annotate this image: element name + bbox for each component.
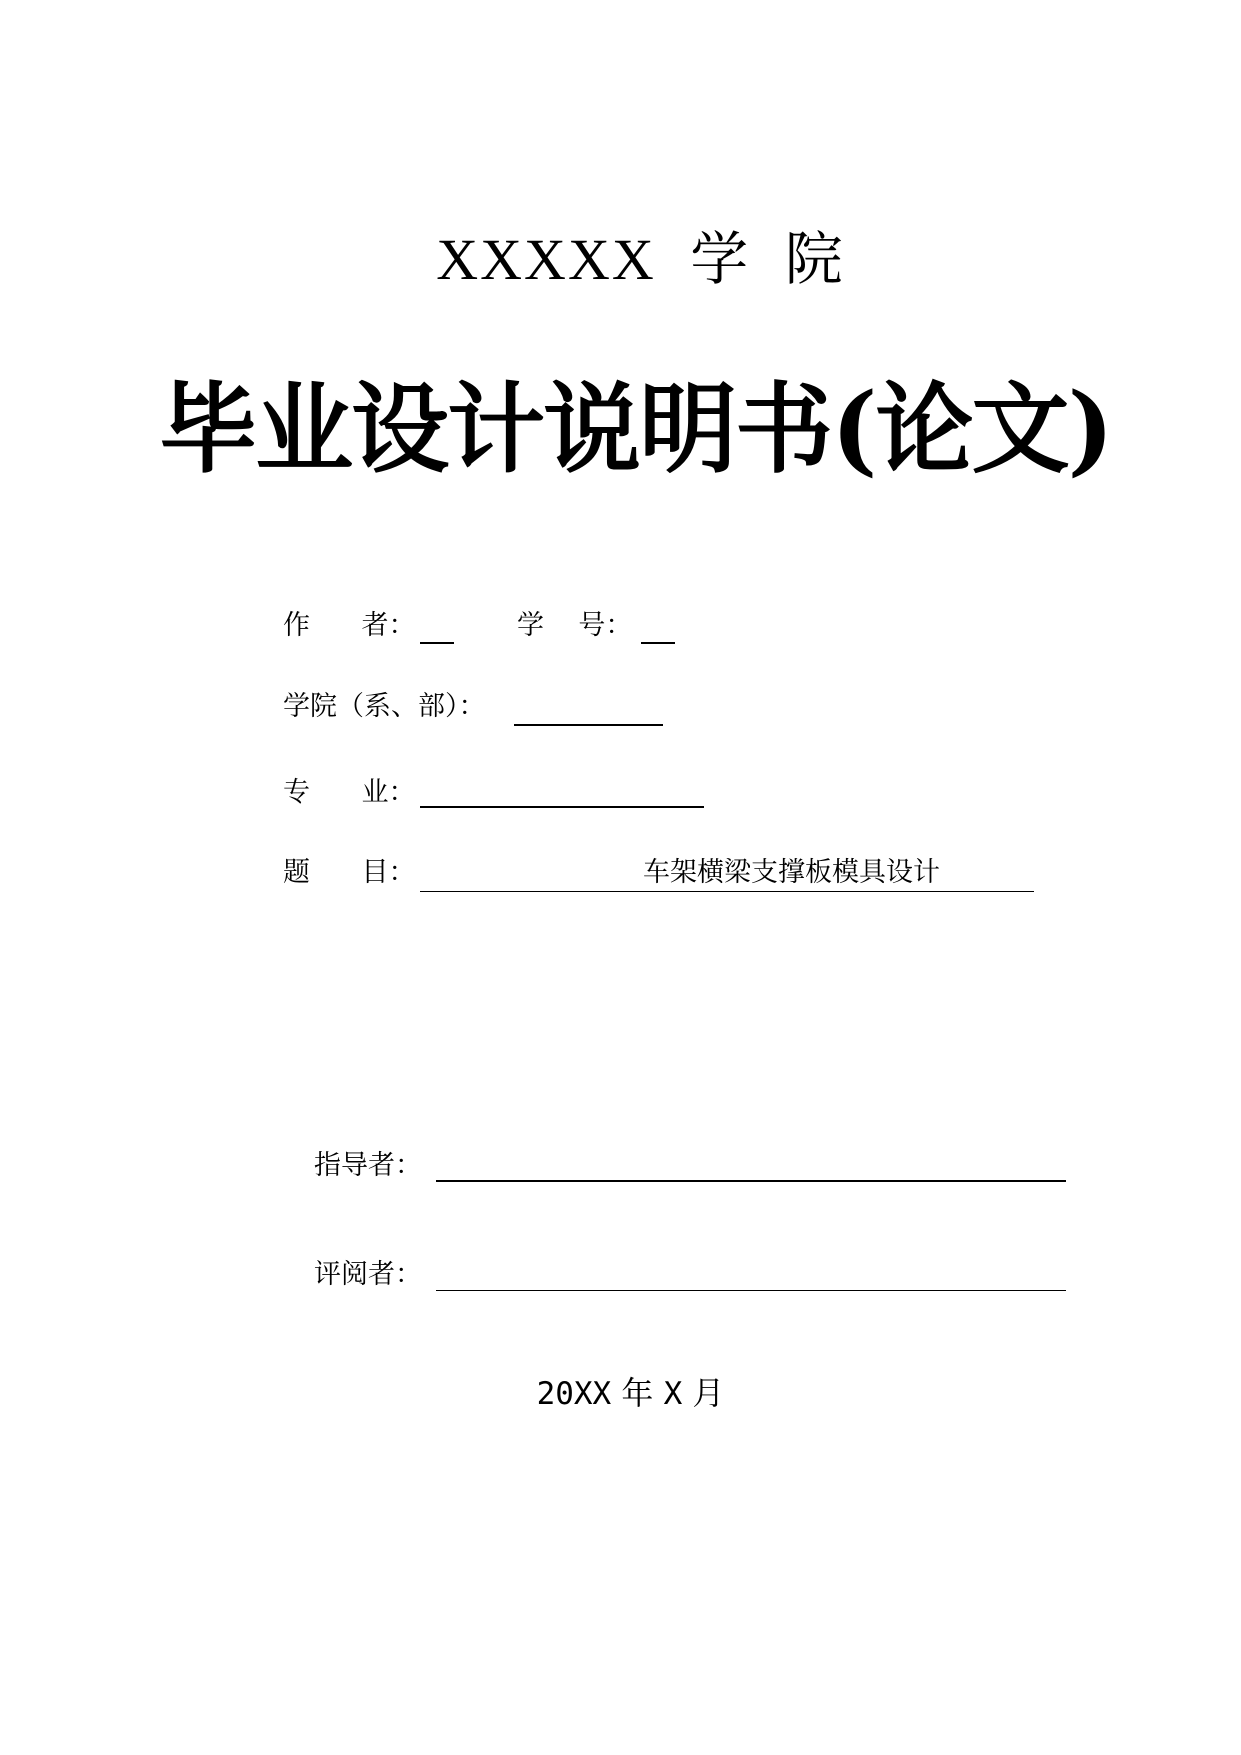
student-id-field[interactable] [641, 642, 675, 644]
topic-value: 车架横梁支撑板模具设计 [643, 857, 940, 888]
department-field[interactable] [514, 724, 663, 726]
author-label: 作 者： [283, 610, 416, 641]
department-label: 学院（系、部）： [283, 691, 486, 722]
cover-date [0, 1372, 1241, 1415]
major-label: 专 业： [283, 777, 416, 808]
topic-field[interactable] [420, 891, 1034, 892]
advisor-label: 指导者： [314, 1150, 422, 1181]
date-month-unit: 月 [692, 1374, 725, 1412]
reviewer-label: 评阅者： [314, 1259, 422, 1290]
student-id-label: 学 号： [517, 610, 633, 641]
date-year-unit: 年 [621, 1374, 654, 1412]
advisor-field[interactable] [436, 1180, 1066, 1182]
document-title: 毕业设计说明书(论文) [159, 372, 1112, 487]
date-year: 20XX [536, 1376, 612, 1412]
college-name: XXXXX 学 院 [436, 227, 845, 292]
major-field[interactable] [420, 806, 704, 808]
author-field[interactable] [420, 642, 454, 644]
reviewer-field[interactable] [436, 1290, 1066, 1291]
topic-label: 题 目： [283, 857, 416, 888]
date-month: X [663, 1376, 683, 1412]
